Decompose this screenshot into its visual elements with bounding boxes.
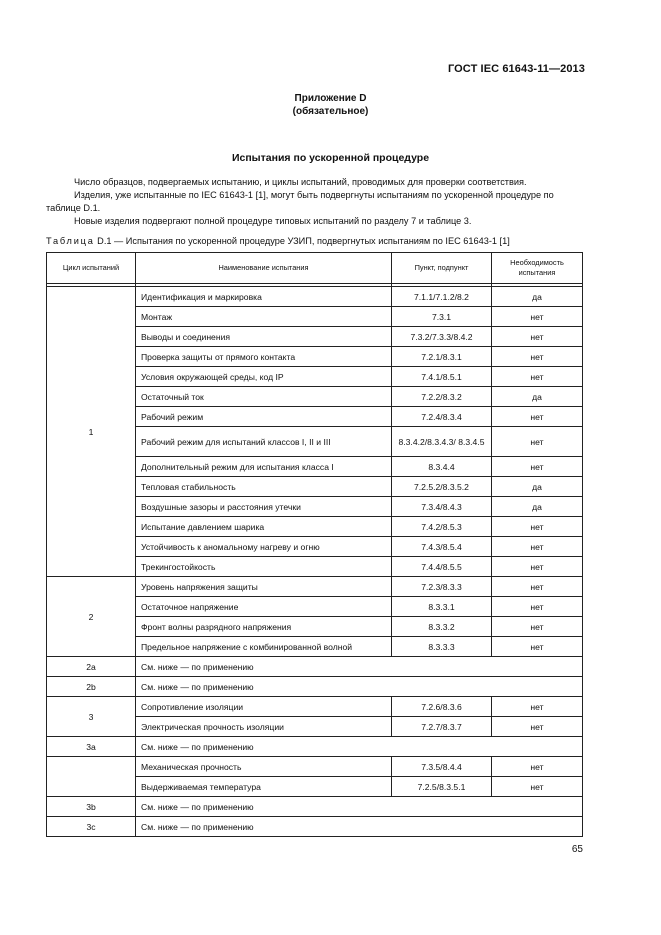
test-name: Условия окружающей среды, код IP: [136, 367, 392, 387]
test-clause: 7.2.2/8.3.2: [392, 387, 492, 407]
test-necessity: нет: [492, 407, 583, 427]
annex-status: (обязательное): [292, 106, 369, 117]
test-clause: 8.3.4.4: [392, 457, 492, 477]
table-caption: [46, 236, 510, 246]
test-name: Рабочий режим: [136, 407, 392, 427]
test-name: Монтаж: [136, 307, 392, 327]
test-name: Уровень напряжения защиты: [136, 577, 392, 597]
test-necessity: нет: [492, 557, 583, 577]
cycle-cell: 3: [47, 697, 136, 737]
annex-title: Приложение D: [294, 93, 367, 104]
test-name: Выводы и соединения: [136, 327, 392, 347]
standard-designation: ГОСТ IEC 61643-11—2013: [447, 63, 585, 75]
section-title: Испытания по ускоренной процедуре: [231, 152, 430, 164]
table-row: [47, 677, 583, 697]
test-name: Механическая прочность: [136, 757, 392, 777]
test-necessity: да: [492, 497, 583, 517]
table-row: [47, 817, 583, 837]
test-necessity: нет: [492, 577, 583, 597]
test-clause: 8.3.3.2: [392, 617, 492, 637]
page-number: 65: [571, 844, 583, 855]
test-clause: 7.2.3/8.3.3: [392, 577, 492, 597]
see-below-note: См. ниже — по применению: [136, 797, 583, 817]
see-below-note: См. ниже — по применению: [136, 817, 583, 837]
annex-heading: [0, 92, 661, 118]
header-cycle: Цикл испытаний: [47, 253, 136, 284]
intro-paragraph-2: Изделия, уже испытанные по IEC 61643-1 [1], могут быть подвергнуты испытаниям по ускоренной процедуре по таблице D.1.: [46, 190, 554, 213]
test-clause: 7.2.5.2/8.3.5.2: [392, 477, 492, 497]
test-clause: 7.1.1/7.1.2/8.2: [392, 287, 492, 307]
header-necessity: Необходимость испытания: [492, 253, 583, 284]
test-necessity: нет: [492, 617, 583, 637]
test-clause: 7.4.4/8.5.5: [392, 557, 492, 577]
table-row: [47, 797, 583, 817]
cycle-cell: 3a: [47, 737, 136, 757]
test-name: Предельное напряжение с комбинированной волной: [136, 637, 392, 657]
test-necessity: нет: [492, 307, 583, 327]
cycle-cell: 2b: [47, 677, 136, 697]
cycle-cell-empty: [47, 757, 136, 797]
see-below-note: См. ниже — по применению: [136, 657, 583, 677]
table-row: [47, 657, 583, 677]
table-row: [47, 697, 583, 717]
test-clause: 7.2.4/8.3.4: [392, 407, 492, 427]
test-name: Идентификация и маркировка: [136, 287, 392, 307]
header-name: Наименование испытания: [136, 253, 392, 284]
test-clause: 7.2.5/8.3.5.1: [392, 777, 492, 797]
test-name: Испытание давлением шарика: [136, 517, 392, 537]
test-clause: 7.2.7/8.3.7: [392, 717, 492, 737]
test-name: Фронт волны разрядного напряжения: [136, 617, 392, 637]
test-name: Воздушные зазоры и расстояния утечки: [136, 497, 392, 517]
test-clause: 7.2.6/8.3.6: [392, 697, 492, 717]
table-row: [47, 287, 583, 307]
see-below-note: См. ниже — по применению: [136, 737, 583, 757]
table-header-row: [47, 253, 583, 284]
test-necessity: да: [492, 477, 583, 497]
test-necessity: нет: [492, 757, 583, 777]
test-necessity: нет: [492, 777, 583, 797]
test-name: Остаточный ток: [136, 387, 392, 407]
test-necessity: нет: [492, 597, 583, 617]
test-necessity: да: [492, 287, 583, 307]
test-clause: 8.3.4.2/8.3.4.3/ 8.3.4.5: [392, 427, 492, 457]
test-name: Проверка защиты от прямого контакта: [136, 347, 392, 367]
test-clause: 7.3.2/7.3.3/8.4.2: [392, 327, 492, 347]
test-name: Трекингостойкость: [136, 557, 392, 577]
table-row: [47, 577, 583, 597]
cycle-cell: 1: [47, 287, 136, 577]
test-clause: 7.4.2/8.5.3: [392, 517, 492, 537]
test-necessity: нет: [492, 457, 583, 477]
test-necessity: нет: [492, 347, 583, 367]
test-clause: 7.4.1/8.5.1: [392, 367, 492, 387]
test-name: Дополнительный режим для испытания класса I: [136, 457, 392, 477]
intro-text: [46, 176, 586, 228]
test-necessity: нет: [492, 427, 583, 457]
cycle-cell: 3c: [47, 817, 136, 837]
test-necessity: нет: [492, 327, 583, 347]
test-clause: 8.3.3.3: [392, 637, 492, 657]
test-name: Остаточное напряжение: [136, 597, 392, 617]
test-name: Рабочий режим для испытаний классов I, II и III: [136, 427, 392, 457]
test-necessity: да: [492, 387, 583, 407]
test-clause: 7.3.5/8.4.4: [392, 757, 492, 777]
test-clause: 7.4.3/8.5.4: [392, 537, 492, 557]
test-clause: 7.2.1/8.3.1: [392, 347, 492, 367]
tests-table: [46, 252, 583, 837]
table-caption-label: Таблица: [46, 236, 95, 246]
test-necessity: нет: [492, 697, 583, 717]
table-row: [47, 737, 583, 757]
test-clause: 7.3.1: [392, 307, 492, 327]
test-clause: 7.3.4/8.4.3: [392, 497, 492, 517]
cycle-cell: 2: [47, 577, 136, 657]
test-necessity: нет: [492, 367, 583, 387]
test-name: Электрическая прочность изоляции: [136, 717, 392, 737]
header-clause: Пункт, подпункт: [392, 253, 492, 284]
intro-paragraph-3: Новые изделия подвергают полной процедуре типовых испытаний по разделу 7 и таблице 3.: [74, 216, 472, 226]
test-name: Сопротивление изоляции: [136, 697, 392, 717]
test-necessity: нет: [492, 637, 583, 657]
test-name: Устойчивость к аномальному нагреву и огню: [136, 537, 392, 557]
intro-paragraph-1: Число образцов, подвергаемых испытанию, и циклы испытаний, проводимых для проверки соответствия.: [74, 177, 527, 187]
test-name: Тепловая стабильность: [136, 477, 392, 497]
test-necessity: нет: [492, 517, 583, 537]
table-caption-text: D.1 — Испытания по ускоренной процедуре УЗИП, подвергнутых испытаниям по IEC 61643-1 [1]: [94, 236, 510, 246]
see-below-note: См. ниже — по применению: [136, 677, 583, 697]
table-row: [47, 757, 583, 777]
cycle-cell: 2a: [47, 657, 136, 677]
test-necessity: нет: [492, 717, 583, 737]
test-necessity: нет: [492, 537, 583, 557]
test-name: Выдерживаемая температура: [136, 777, 392, 797]
test-clause: 8.3.3.1: [392, 597, 492, 617]
cycle-cell: 3b: [47, 797, 136, 817]
